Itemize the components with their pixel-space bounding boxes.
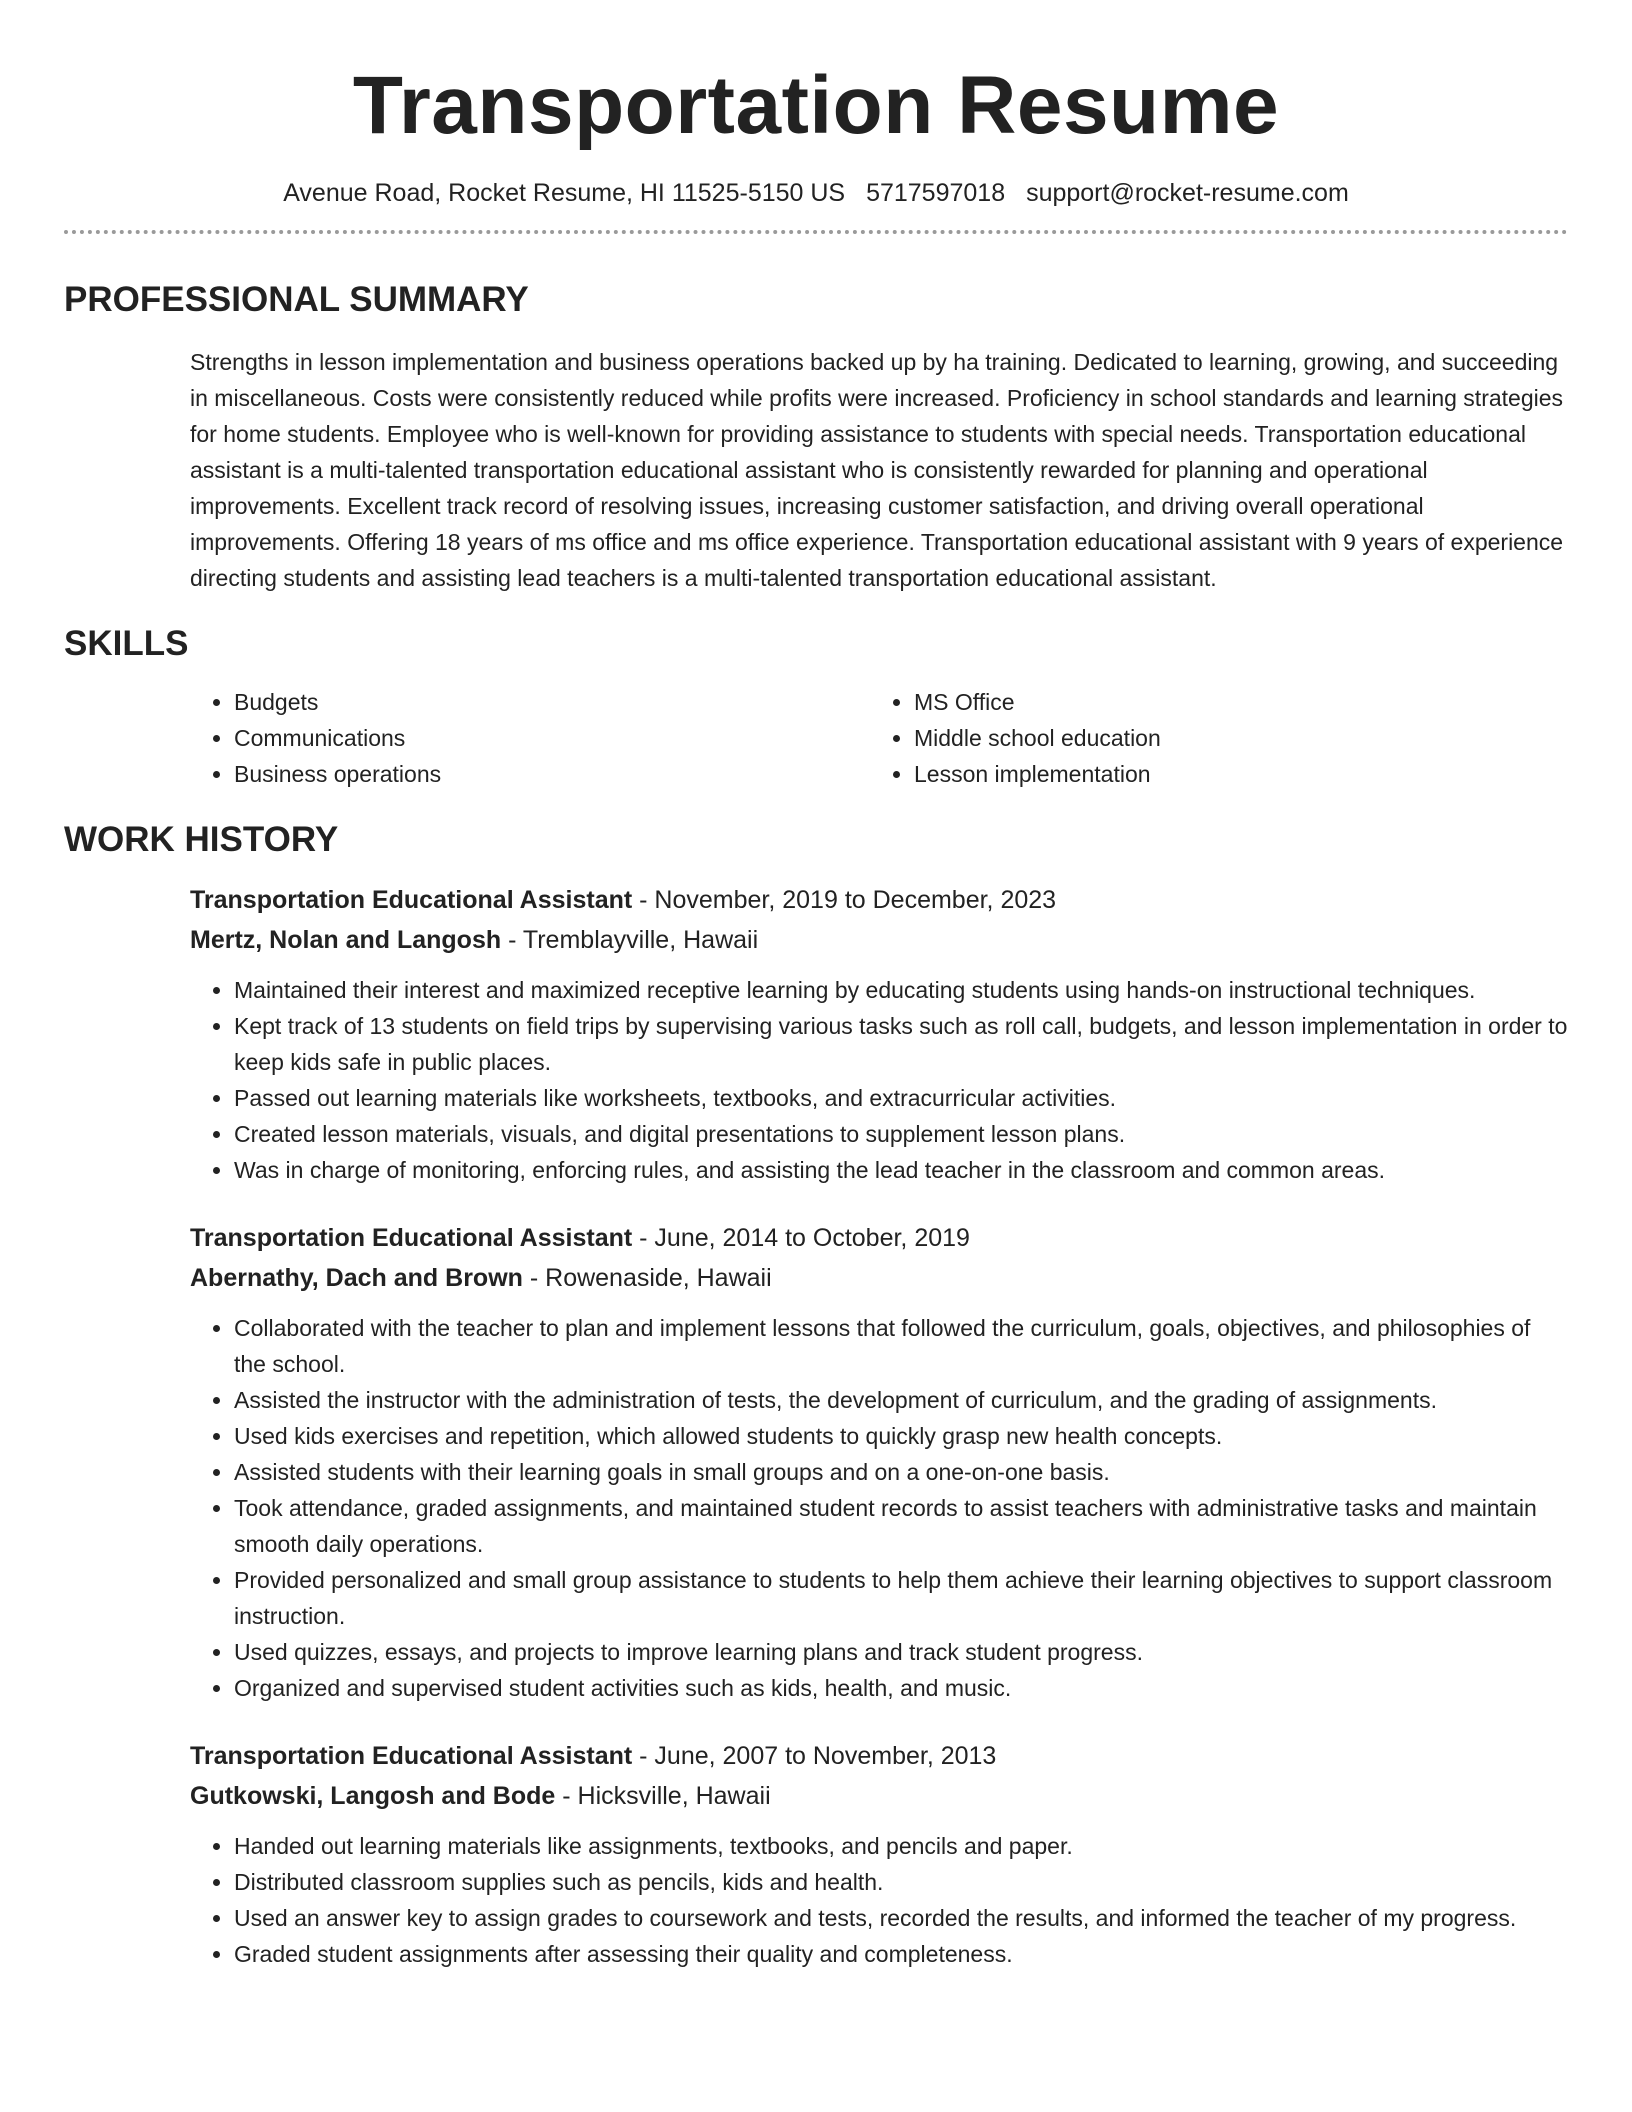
job-bullet: • Used an answer key to assign grades to coursework and tests, recorded the results, and informed the teacher of my progress. xyxy=(234,1900,1568,1936)
job-role-line xyxy=(190,1736,1568,1776)
job-dates: - June, 2007 to November, 2013 xyxy=(632,1742,997,1770)
skill-item: • Middle school education xyxy=(914,720,1550,756)
job-bullets xyxy=(190,1828,1568,1972)
job-bullet: • Used kids exercises and repetition, which allowed students to quickly grasp new health concepts. xyxy=(234,1418,1568,1454)
skill-item: • MS Office xyxy=(914,684,1550,720)
job-role: Transportation Educational Assistant xyxy=(190,886,633,914)
job-location: - Tremblayville, Hawaii xyxy=(501,926,759,954)
header-divider xyxy=(64,230,1568,234)
contact-info xyxy=(64,176,1568,210)
job-dates: - June, 2014 to October, 2019 xyxy=(632,1224,970,1252)
skills-heading: SKILLS xyxy=(64,624,189,663)
job-bullet: • Assisted students with their learning goals in small groups and on a one-on-one basis. xyxy=(234,1454,1568,1490)
job-bullet: • Took attendance, graded assignments, and maintained student records to assist teachers with administrative tasks and maintain smooth daily operations. xyxy=(234,1490,1568,1562)
job-entry xyxy=(190,880,1568,1188)
job-role: Transportation Educational Assistant xyxy=(190,1742,633,1770)
work-history-heading: WORK HISTORY xyxy=(64,820,339,859)
job-bullet: • Distributed classroom supplies such as pencils, kids and health. xyxy=(234,1864,1568,1900)
job-company: Abernathy, Dach and Brown xyxy=(190,1264,523,1292)
job-role-line xyxy=(190,1218,1568,1258)
job-bullet: • Handed out learning materials like assignments, textbooks, and pencils and paper. xyxy=(234,1828,1568,1864)
job-company-line xyxy=(190,920,1568,960)
contact-address: Avenue Road, Rocket Resume, HI 11525-5150 US xyxy=(283,179,846,207)
job-company: Gutkowski, Langosh and Bode xyxy=(190,1782,556,1810)
job-dates: - November, 2019 to December, 2023 xyxy=(632,886,1057,914)
job-bullet: • Organized and supervised student activities such as kids, health, and music. xyxy=(234,1670,1568,1706)
resume-title: Transportation Resume xyxy=(352,60,1280,151)
job-company-line xyxy=(190,1258,1568,1298)
job-entry xyxy=(190,1218,1568,1706)
job-role: Transportation Educational Assistant xyxy=(190,1224,633,1252)
job-company-line xyxy=(190,1776,1568,1816)
job-bullet: • Kept track of 13 students on field trips by supervising various tasks such as roll call, budgets, and lesson implementation in order to keep kids safe in public places. xyxy=(234,1008,1568,1080)
skill-item: • Communications xyxy=(234,720,870,756)
skill-item: • Business operations xyxy=(234,756,870,792)
job-bullet: • Maintained their interest and maximized receptive learning by educating students using hands-on instructional techniques. xyxy=(234,972,1568,1008)
job-bullet: • Created lesson materials, visuals, and digital presentations to supplement lesson plans. xyxy=(234,1116,1568,1152)
job-bullet: • Was in charge of monitoring, enforcing rules, and assisting the lead teacher in the classroom and common areas. xyxy=(234,1152,1568,1188)
skill-item: • Lesson implementation xyxy=(914,756,1550,792)
summary-text: Strengths in lesson implementation and business operations backed up by ha training. Dedicated to learning, growing, and succeeding in miscellaneous. Costs were consistently reduced while profits were increased. Proficiency in school standards and learning strategies for home students. Employee who is well-known for providing assistance to students with special needs. Transportation educational assistant is a multi-talented transportation educational assistant who is consistently rewarded for planning and operational improvements. Excellent track record of resolving issues, increasing customer satisfaction, and driving overall operational improvements. Offering 18 years of ms office and ms office experience. Transportation educational assistant with 9 years of experience directing students and assisting lead teachers is a multi-talented transportation educational assistant. xyxy=(190,349,1564,591)
job-entry xyxy=(190,1736,1568,1972)
job-company: Mertz, Nolan and Langosh xyxy=(190,926,502,954)
job-bullet: • Passed out learning materials like worksheets, textbooks, and extracurricular activities. xyxy=(234,1080,1568,1116)
job-location: - Rowenaside, Hawaii xyxy=(522,1264,772,1292)
job-bullets xyxy=(190,972,1568,1188)
job-role-line xyxy=(190,880,1568,920)
contact-phone: 5717597018 xyxy=(866,179,1006,207)
job-bullet: • Provided personalized and small group assistance to students to help them achieve their learning objectives to support classroom instruction. xyxy=(234,1562,1568,1634)
job-bullet: • Used quizzes, essays, and projects to improve learning plans and track student progress. xyxy=(234,1634,1568,1670)
skills-column-right xyxy=(870,684,1550,792)
skills-list xyxy=(190,684,1568,792)
job-bullet: • Graded student assignments after assessing their quality and completeness. xyxy=(234,1936,1568,1972)
job-location: - Hicksville, Hawaii xyxy=(555,1782,771,1810)
contact-email: support@rocket-resume.com xyxy=(1026,179,1349,207)
job-bullet: • Assisted the instructor with the administration of tests, the development of curriculum, and the grading of assignments. xyxy=(234,1382,1568,1418)
skill-item: • Budgets xyxy=(234,684,870,720)
job-bullet: • Collaborated with the teacher to plan and implement lessons that followed the curriculum, goals, objectives, and philosophies of the school. xyxy=(234,1310,1568,1382)
skills-column-left xyxy=(190,684,870,792)
job-bullets xyxy=(190,1310,1568,1706)
summary-heading: PROFESSIONAL SUMMARY xyxy=(64,280,529,319)
